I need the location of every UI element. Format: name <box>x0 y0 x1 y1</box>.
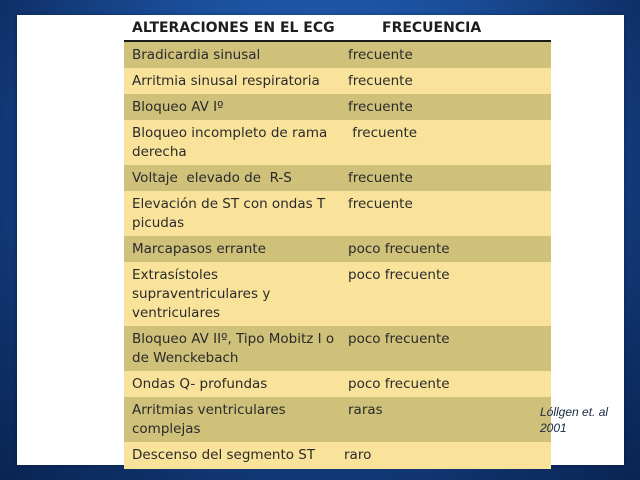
frequency-cell: frecuente <box>348 196 413 212</box>
table-row <box>124 326 551 371</box>
frequency-cell: frecuente <box>348 125 418 141</box>
alteration-cell: Arritmias ventriculares complejas <box>132 402 286 437</box>
frequency-cell: frecuente <box>348 47 413 63</box>
table-row <box>124 68 551 94</box>
frequency-cell: frecuente <box>348 99 413 115</box>
alteration-cell: Arritmia sinusal respiratoria <box>132 73 320 89</box>
header-frecuencia: FRECUENCIA <box>382 19 482 36</box>
frequency-cell: frecuente <box>348 73 413 89</box>
table-row <box>124 120 551 165</box>
alteration-cell: Voltaje elevado de R-S <box>132 170 292 186</box>
ecg-table <box>124 15 551 469</box>
table-header <box>124 15 551 42</box>
table-row <box>124 371 551 397</box>
table-row <box>124 442 551 469</box>
table-row <box>124 397 551 442</box>
alteration-cell: Bloqueo incompleto de rama derecha <box>132 125 328 160</box>
slide-panel <box>17 15 624 465</box>
frequency-cell: poco frecuente <box>348 267 450 283</box>
table-row <box>124 165 551 191</box>
citation <box>540 404 630 436</box>
citation-authors: Lóllgen et. al <box>540 405 609 419</box>
alteration-cell: Descenso del segmento ST <box>132 447 316 463</box>
alteration-cell: Bloqueo AV Iº <box>132 99 224 115</box>
alteration-cell: Extrasístoles supraventriculares y ventriculares <box>132 267 271 321</box>
citation-year: 2001 <box>540 421 567 435</box>
alteration-cell: Bradicardia sinusal <box>132 47 261 63</box>
frequency-cell: poco frecuente <box>348 331 450 347</box>
table-row <box>124 94 551 120</box>
frequency-cell: frecuente <box>348 170 413 186</box>
alteration-cell: Elevación de ST con ondas T picudas <box>132 196 326 231</box>
frequency-cell: raras <box>348 402 383 418</box>
alteration-cell: Ondas Q- profundas <box>132 376 268 392</box>
header-alteraciones: ALTERACIONES EN EL ECG <box>132 19 335 36</box>
frequency-cell: poco frecuente <box>348 376 450 392</box>
frequency-cell: poco frecuente <box>348 241 450 257</box>
alteration-cell: Bloqueo AV IIº, Tipo Mobitz I o de Wenckebach <box>132 331 335 366</box>
table-row <box>124 236 551 262</box>
table-row <box>124 191 551 236</box>
frequency-cell: raro <box>344 447 372 463</box>
table-row <box>124 262 551 326</box>
table-row <box>124 42 551 68</box>
alteration-cell: Marcapasos errante <box>132 241 266 257</box>
